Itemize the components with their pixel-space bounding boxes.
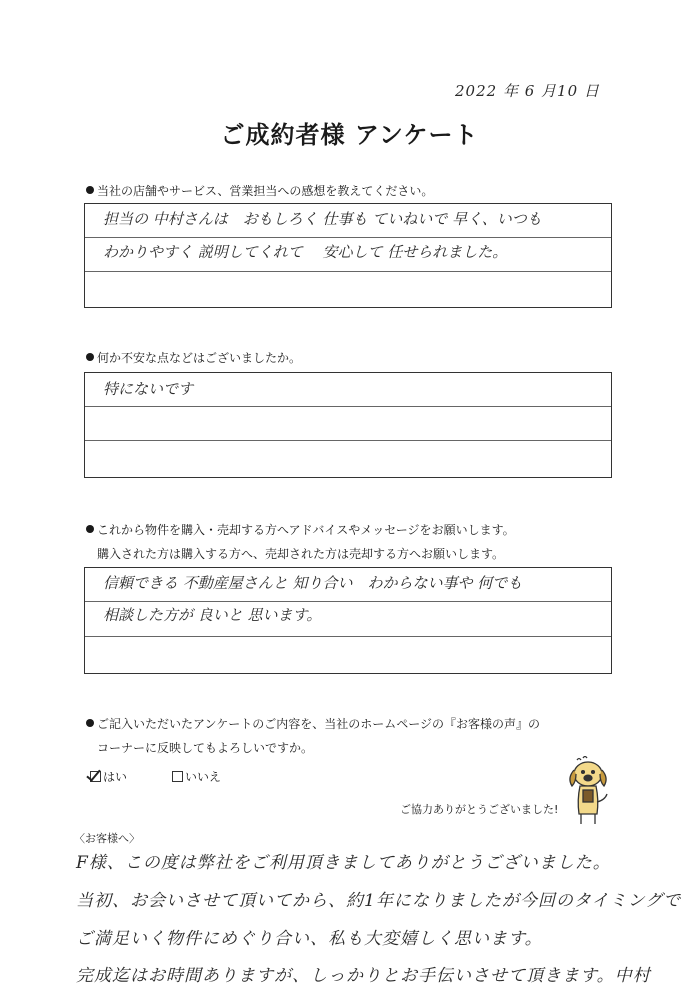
thanks-text: ご協力ありがとうございました!: [400, 803, 559, 816]
question-2-text: 何か不安な点などはございましたか。: [97, 351, 302, 365]
answer-1-line-2: わかりやすく 説明してくれて 安心して 任せられました。: [103, 243, 508, 261]
dog-mascot-icon: [563, 756, 613, 828]
answer-3-line-1: 信頼できる 不動産屋さんと 知り合い わからない事や 何でも: [103, 574, 523, 592]
question-1-text: 当社の店舗やサービス、営業担当への感想を教えてください。: [97, 184, 434, 198]
message-line-2: 当初、お会いさせて頂いてから、約1年になりましたが今回のタイミングで: [76, 891, 682, 911]
ruled-line: [85, 237, 611, 238]
answer-box-1: [84, 203, 612, 308]
page-title: ご成約者様 アンケート: [220, 121, 479, 149]
consent-no-checkbox[interactable]: [172, 768, 221, 785]
question-4: [86, 715, 540, 732]
ruled-line: [85, 271, 611, 272]
bullet-icon: [86, 186, 94, 194]
question-4-subtext: コーナーに反映してもよろしいですか。: [97, 741, 314, 755]
bullet-icon: [86, 525, 94, 533]
checkmark-icon: [90, 771, 101, 782]
question-4-text: ご記入いただいたアンケートのご内容を、当社のホームページの『お客様の声』の: [97, 717, 541, 731]
ruled-line: [85, 636, 611, 637]
ruled-line: [85, 601, 611, 602]
answer-1-line-1: 担当の 中村さんは おもしろく 仕事も ていねいで 早く、いつも: [103, 210, 542, 228]
question-1: [86, 182, 433, 199]
message-line-3: ご満足いく物件にめぐり合い、私も大変嬉しく思います。: [76, 929, 543, 949]
consent-no-label: いいえ: [185, 770, 222, 784]
message-line-1: F様、この度は弊社をご利用頂きましてありがとうございました。: [76, 853, 611, 873]
ruled-line: [85, 406, 611, 407]
answer-2-line-1: 特にないです: [103, 380, 194, 398]
consent-yes-label: はい: [103, 770, 128, 784]
customer-section-label: 〈お客様へ〉: [74, 832, 140, 845]
bullet-icon: [86, 353, 94, 361]
question-3-subtext: 購入された方は購入する方へ、売却された方は売却する方へお願いします。: [97, 547, 505, 561]
question-3-text: これから物件を購入・売却する方へアドバイスやメッセージをお願いします。: [97, 523, 515, 537]
bullet-icon: [86, 719, 94, 727]
consent-yes-checkbox[interactable]: [90, 768, 127, 785]
ruled-line: [85, 440, 611, 441]
question-3: [86, 521, 515, 538]
answer-box-2: [84, 372, 612, 478]
question-2: [86, 349, 301, 366]
message-line-4: 完成迄はお時間ありますが、しっかりとお手伝いさせて頂きます。中村: [76, 966, 651, 986]
survey-date: 2022 年 6 月10 日: [455, 82, 600, 100]
answer-box-3: [84, 567, 612, 674]
answer-3-line-2: 相談した方が 良いと 思います。: [103, 606, 322, 624]
checkbox-icon: [172, 771, 183, 782]
